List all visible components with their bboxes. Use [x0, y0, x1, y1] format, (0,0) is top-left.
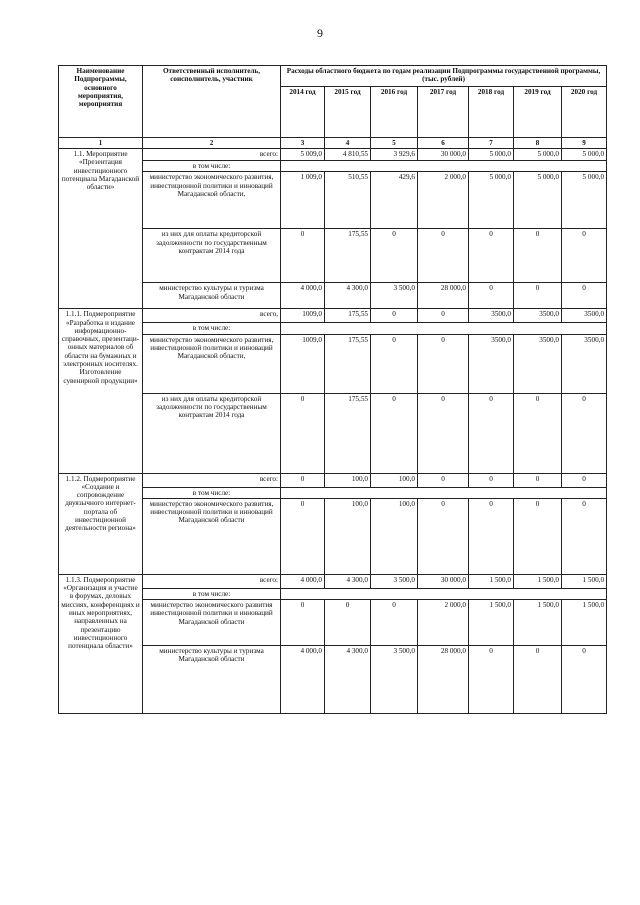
budget-value: 0: [371, 309, 418, 323]
including-label: в том числе:: [143, 161, 281, 172]
budget-value: 3 500,0: [371, 646, 418, 714]
executor-name: министерство экономического развития, инвестиционной политики и инноваций Магаданской области,: [143, 334, 281, 393]
header-year: 2015 год: [325, 87, 371, 138]
empty-cell: [281, 588, 607, 599]
budget-value: 0: [469, 283, 514, 309]
budget-value: 1009,0: [281, 309, 325, 323]
empty-cell: [281, 161, 607, 172]
header-name: Наименование Подпрограммы, основного мероприятия, мероприятия: [59, 66, 143, 138]
executor-name: министерство культуры и туризма Магаданской области: [143, 646, 281, 714]
budget-value: 4 000,0: [281, 646, 325, 714]
budget-value: 0: [281, 393, 325, 473]
executor-name: министерство экономического развития, инвестиционной политики и инноваций Магаданской области,: [143, 172, 281, 229]
budget-value: 4 000,0: [281, 283, 325, 309]
column-index: 5: [371, 138, 418, 149]
budget-value: 0: [514, 229, 562, 283]
budget-body: [59, 149, 607, 714]
budget-value: 4 300,0: [325, 646, 371, 714]
column-index: 1: [59, 138, 143, 149]
table-row: [59, 309, 607, 323]
budget-value: 2 000,0: [418, 172, 469, 229]
budget-value: 0: [418, 473, 469, 487]
measure-name: 1.1.1. Подмероприятие «Разработка и издание информационно-справочных, презентаци-онных материалов об области на бумажных и электронных носителях. Изготовление сувенирной продукции»: [59, 309, 143, 473]
budget-value: 0: [469, 473, 514, 487]
budget-value: 0: [469, 646, 514, 714]
executor-name: министерство культуры и туризма Магаданской области: [143, 283, 281, 309]
budget-value: 0: [418, 393, 469, 473]
budget-value: 5 000,0: [514, 172, 562, 229]
budget-value: 3500,0: [469, 309, 514, 323]
header-year: 2019 год: [514, 87, 562, 138]
measure-name: 1.1.2. Подмероприятие «Создание и сопровождение двуязычного интернет-портала об инвестиционной деятельности региона»: [59, 473, 143, 574]
including-label: в том числе:: [143, 323, 281, 334]
budget-value: 175,55: [325, 229, 371, 283]
budget-value: 3 500,0: [371, 574, 418, 588]
executor-name: министерство экономического развития, инвестиционной политики и инноваций Магаданской области: [143, 498, 281, 574]
budget-value: 1 500,0: [469, 574, 514, 588]
budget-value: 0: [562, 393, 607, 473]
budget-value: 3500,0: [514, 334, 562, 393]
budget-value: 0: [562, 229, 607, 283]
table-row: [59, 149, 607, 161]
budget-value: 4 300,0: [325, 283, 371, 309]
empty-cell: [281, 487, 607, 498]
budget-value: 28 000,0: [418, 283, 469, 309]
budget-value: 5 000,0: [469, 149, 514, 161]
budget-value: 0: [562, 498, 607, 574]
column-index: 7: [469, 138, 514, 149]
budget-value: 100,0: [325, 473, 371, 487]
budget-value: 1 009,0: [281, 172, 325, 229]
table-row: [59, 473, 607, 487]
header-budget: Расходы областного бюджета по годам реализации Подпрограммы государственной программы, (тыс. рублей): [281, 66, 607, 87]
budget-value: 0: [514, 393, 562, 473]
header-year: 2017 год: [418, 87, 469, 138]
budget-value: 1009,0: [281, 334, 325, 393]
budget-value: 0: [469, 393, 514, 473]
budget-value: 0: [371, 229, 418, 283]
budget-value: 3 929,6: [371, 149, 418, 161]
header-executor: Ответственный исполнитель, соисполнитель, участник: [143, 66, 281, 138]
budget-value: 0: [514, 283, 562, 309]
budget-value: 0: [469, 498, 514, 574]
budget-value: 1 500,0: [514, 600, 562, 646]
budget-value: 0: [325, 600, 371, 646]
header-year: 2018 год: [469, 87, 514, 138]
budget-value: 5 000,0: [562, 149, 607, 161]
budget-value: 1 500,0: [514, 574, 562, 588]
column-index: 4: [325, 138, 371, 149]
budget-value: 4 300,0: [325, 574, 371, 588]
header-year: 2016 год: [371, 87, 418, 138]
budget-value: 3500,0: [469, 334, 514, 393]
budget-value: 2 000,0: [418, 600, 469, 646]
budget-value: 0: [514, 473, 562, 487]
budget-value: 5 000,0: [469, 172, 514, 229]
executor-name: из них для оплаты кредиторской задолженности по государственным контрактам 2014 года: [143, 229, 281, 283]
budget-value: 3500,0: [514, 309, 562, 323]
measure-name: 1.1. Мероприятие «Презентация инвестиционного потенциала Магаданской области»: [59, 149, 143, 309]
header-year: 2020 год: [562, 87, 607, 138]
budget-value: 30 000,0: [418, 574, 469, 588]
budget-value: 0: [281, 498, 325, 574]
budget-value: 429,6: [371, 172, 418, 229]
budget-value: 0: [418, 309, 469, 323]
budget-value: 0: [514, 498, 562, 574]
including-label: в том числе:: [143, 487, 281, 498]
budget-value: 0: [371, 600, 418, 646]
budget-value: 0: [281, 473, 325, 487]
budget-value: 5 000,0: [514, 149, 562, 161]
column-index: 9: [562, 138, 607, 149]
budget-table: [58, 65, 607, 714]
budget-value: 1 500,0: [469, 600, 514, 646]
table-row: [59, 574, 607, 588]
total-label: всего:: [143, 149, 281, 161]
budget-value: 1 500,0: [562, 574, 607, 588]
column-index: 8: [514, 138, 562, 149]
budget-value: 3500,0: [562, 309, 607, 323]
budget-value: 30 000,0: [418, 149, 469, 161]
budget-value: 0: [418, 229, 469, 283]
budget-value: 28 000,0: [418, 646, 469, 714]
budget-value: 0: [418, 334, 469, 393]
budget-value: 100,0: [371, 498, 418, 574]
column-index: 2: [143, 138, 281, 149]
budget-value: 1 500,0: [562, 600, 607, 646]
budget-value: 0: [562, 283, 607, 309]
budget-value: 0: [418, 498, 469, 574]
budget-value: 0: [371, 393, 418, 473]
budget-value: 0: [281, 229, 325, 283]
empty-cell: [281, 323, 607, 334]
total-label: всего,: [143, 309, 281, 323]
budget-value: 100,0: [325, 498, 371, 574]
total-label: всего:: [143, 473, 281, 487]
executor-name: из них для оплаты кредиторской задолженности по государственным контрактам 2014 года: [143, 393, 281, 473]
column-index: 3: [281, 138, 325, 149]
budget-value: 3 500,0: [371, 283, 418, 309]
budget-value: 0: [371, 334, 418, 393]
budget-value: 0: [281, 600, 325, 646]
budget-value: 3500,0: [562, 334, 607, 393]
total-label: всего:: [143, 574, 281, 588]
executor-name: министерство экономического развития инвестиционной политики и инноваций Магаданской области: [143, 600, 281, 646]
page-number: 9: [317, 26, 323, 40]
header-year: 2014 год: [281, 87, 325, 138]
budget-value: 0: [562, 646, 607, 714]
budget-value: 175,55: [325, 334, 371, 393]
budget-value: 175,55: [325, 393, 371, 473]
budget-value: 510,55: [325, 172, 371, 229]
budget-value: 5 000,0: [562, 172, 607, 229]
budget-value: 100,0: [371, 473, 418, 487]
budget-value: 5 009,0: [281, 149, 325, 161]
measure-name: 1.1.3. Подмероприятие «Организация и участие в форумах, деловых миссиях, конференциях и иных мероприятиях, направленных на презентацию инвестиционного потенциала области»: [59, 574, 143, 713]
budget-value: 4 000,0: [281, 574, 325, 588]
budget-value: 0: [514, 646, 562, 714]
budget-value: 4 810,55: [325, 149, 371, 161]
budget-value: 175,55: [325, 309, 371, 323]
budget-value: 0: [562, 473, 607, 487]
column-index: 6: [418, 138, 469, 149]
including-label: в том числе:: [143, 588, 281, 599]
budget-value: 0: [469, 229, 514, 283]
